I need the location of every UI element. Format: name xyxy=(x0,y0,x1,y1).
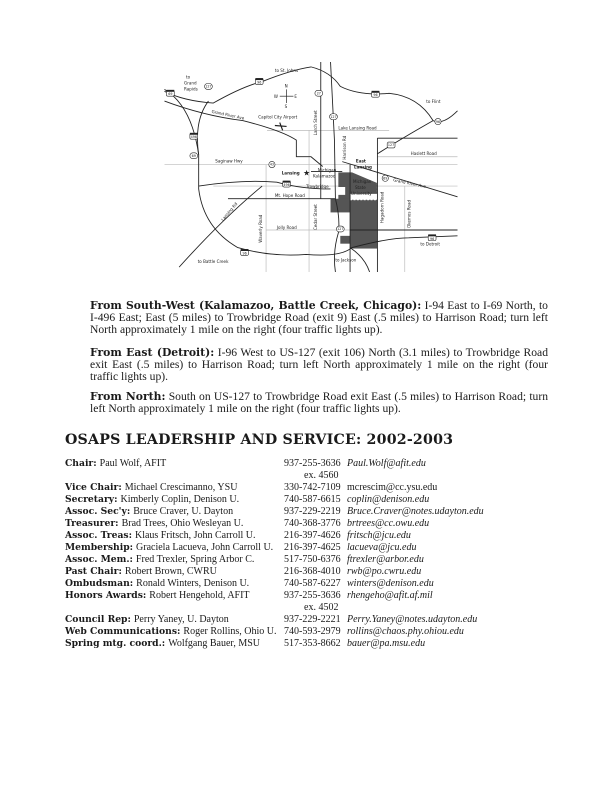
role: Secretary: xyxy=(65,494,118,505)
label-to-battle-creek: to Battle Creek xyxy=(197,259,229,265)
email-link[interactable]: bauer@pa.msu.edu xyxy=(347,638,426,649)
directions-heading: From East (Detroit): xyxy=(90,346,215,359)
label-waverly-road: Waverly Road xyxy=(258,214,264,243)
compass-n: N xyxy=(284,83,288,89)
role: Ombudsman: xyxy=(65,578,134,589)
label-msu-1: Michigan xyxy=(353,179,372,185)
highway-shield-icon xyxy=(435,118,441,124)
lansing-star-icon: ★ xyxy=(303,168,311,178)
label-lansing: Lansing xyxy=(281,170,300,176)
roster-row xyxy=(65,554,545,566)
phone: 740-587-6227 xyxy=(284,578,341,589)
member-name: Roger Rollins, Ohio U. xyxy=(183,626,277,637)
label-east-lansing-1: East xyxy=(355,158,366,164)
label-hagadorn-road: Hagadorn Road xyxy=(379,191,385,224)
email-link[interactable]: Perry.Yaney@notes.udayton.edu xyxy=(347,614,478,625)
highway-shield-icon xyxy=(428,234,436,240)
shield-label: 69 xyxy=(383,176,388,181)
label-airport: Capitol City Airport xyxy=(258,114,298,120)
email-link[interactable]: brtrees@cc.owu.edu xyxy=(347,518,430,529)
role: Membership: xyxy=(65,542,134,553)
roster-row xyxy=(65,530,545,542)
label-msu-3: University xyxy=(351,190,372,196)
role: Chair: xyxy=(65,458,97,469)
role: Honors Awards: xyxy=(65,590,147,601)
role: Spring mtg. coord.: xyxy=(65,638,166,649)
label-haslett-road: Haslett Road xyxy=(410,150,437,156)
member-name: Bruce Craver, U. Dayton xyxy=(133,506,234,517)
roster-row-ext xyxy=(65,470,545,482)
email-link[interactable]: rollins@chaos.phy.ohiou.edu xyxy=(347,626,464,637)
member-name: Brad Trees, Ohio Wesleyan U. xyxy=(121,518,244,529)
highway-shield-icon xyxy=(255,78,263,84)
phone: 216-397-4626 xyxy=(284,530,341,541)
shield-label: 96 xyxy=(430,236,435,241)
member-name: Klaus Fritsch, John Carroll U. xyxy=(134,530,256,541)
phone: 330-742-7109 xyxy=(284,482,341,493)
highway-shield-icon xyxy=(382,175,388,181)
phone: 937-255-3636 xyxy=(284,458,341,469)
phone: 517-353-8662 xyxy=(284,638,341,649)
email-link[interactable]: rhengeho@afit.af.mil xyxy=(347,590,433,601)
email-link[interactable]: ftrexler@arbor.edu xyxy=(347,554,424,565)
roster-row xyxy=(65,518,545,530)
directions-southwest xyxy=(90,300,548,337)
label-grand-rapids-2: Grand xyxy=(184,80,197,86)
section-title: OSAPS LEADERSHIP AND SERVICE: 2002-2003 xyxy=(65,432,454,448)
member-name: Robert Brown, CWRU xyxy=(124,566,217,577)
label-msu-2: State xyxy=(354,184,366,190)
email-link[interactable]: coplin@denison.edu xyxy=(347,494,430,505)
highway-shield-icon xyxy=(283,181,291,187)
shield-label: 69 xyxy=(168,92,173,97)
directions-heading: From South-West (Kalamazoo, Battle Creek, Chicago): xyxy=(90,299,422,312)
directions-text: South on US-127 to Trowbridge Road exit East (.5 miles) to Harrison Road; turn left North approximately 1 mile on the right (four traffic lights up). xyxy=(90,390,549,416)
directions-map xyxy=(163,62,459,272)
label-jolly-road: Jolly Road xyxy=(276,225,297,231)
label-michigan-ave: Michigan xyxy=(317,167,337,173)
label-trowbridge: Trowbridge xyxy=(306,184,329,189)
shield-label: 127 xyxy=(205,84,212,89)
role: Assoc. Mem.: xyxy=(65,554,133,565)
phone: 937-255-3636 xyxy=(284,590,341,601)
label-harrison-rd: Harrison Rd xyxy=(342,135,348,160)
roster-row xyxy=(65,614,545,626)
label-lansing-rd: Lansing Rd xyxy=(220,201,239,222)
label-kalamazoo: Kalamazoo xyxy=(312,173,336,179)
member-name: Ronald Winters, Denison U. xyxy=(136,578,250,589)
airport-icon xyxy=(275,123,287,131)
highway-shield-icon xyxy=(372,91,380,97)
phone: 517-750-6376 xyxy=(284,554,341,565)
member-name: Michael Crescimanno, YSU xyxy=(124,482,238,493)
phone-extension: ex. 4502 xyxy=(304,602,339,613)
email-link[interactable]: fritsch@jcu.edu xyxy=(347,530,411,541)
label-to-jackson: to Jackson xyxy=(335,257,357,263)
label-grand-rapids-1: to xyxy=(185,74,191,80)
role: Assoc. Treas: xyxy=(65,530,132,541)
phone-extension: ex. 4560 xyxy=(304,470,339,481)
email-link[interactable]: winters@denison.edu xyxy=(347,578,434,589)
roster-row xyxy=(65,482,545,494)
directions-north xyxy=(90,391,548,415)
highway-shields xyxy=(166,78,441,255)
roster-row-ext xyxy=(65,602,545,614)
highway-shield-icon xyxy=(166,90,174,96)
major-roads xyxy=(164,62,457,272)
phone: 216-368-4010 xyxy=(284,566,341,577)
highway-shield-icon xyxy=(269,161,275,167)
phone: 216-397-4625 xyxy=(284,542,341,553)
roster-row xyxy=(65,542,545,554)
label-saginaw-hwy: Saginaw Hwy xyxy=(215,158,243,164)
highway-shield-icon xyxy=(190,153,198,159)
email-link[interactable]: mcrescim@cc.ysu.edu xyxy=(347,482,438,493)
highway-shield-icon xyxy=(336,226,344,232)
roster-row xyxy=(65,590,545,602)
label-grand-river-west: Grand River Ave xyxy=(211,108,245,121)
roster-row xyxy=(65,638,545,650)
shield-label: 96 xyxy=(242,251,247,256)
role: Vice Chair: xyxy=(65,482,122,493)
shield-label: 96 xyxy=(435,119,441,124)
phone: 937-229-2219 xyxy=(284,506,341,517)
shield-label: 496 xyxy=(190,135,197,140)
roster-row xyxy=(65,458,545,470)
directions-text: I-94 East to I-69 North, to I-496 East; East (5 miles) to Trowbridge Road (exit 9) East (.5 miles) to Harrison Road; turn left North approximately 1 mile on the right (four traffic lights up). xyxy=(90,299,548,337)
roster-row xyxy=(65,626,545,638)
compass-e: E xyxy=(294,94,297,100)
email-link[interactable]: Paul.Wolf@afit.edu xyxy=(347,458,426,469)
label-east-lansing-2: Lansing xyxy=(353,164,372,170)
phone: 740-593-2979 xyxy=(284,626,341,637)
member-name: Graciela Lacueva, John Carroll U. xyxy=(136,542,274,553)
highway-shield-icon xyxy=(330,114,338,120)
label-larch-street: Larch Street xyxy=(312,110,318,136)
member-name: Robert Hengehold, AFIT xyxy=(149,590,250,601)
shield-label: 127 xyxy=(387,143,395,148)
directions-text: I-96 West to US-127 (exit 106) North (3.1 miles) to Trowbridge Road exit East (.5 miles) to Harrison Road; turn left North approximately 1 mile on the right (four traffic lights up). xyxy=(90,346,548,384)
shield-label: 496 xyxy=(283,183,290,188)
email-link[interactable]: rwb@po.cwru.edu xyxy=(347,566,422,577)
member-name: Fred Trexler, Spring Arbor C. xyxy=(135,554,255,565)
leadership-roster xyxy=(65,458,545,650)
label-okemos-road: Okemos Road xyxy=(406,199,412,229)
roster-row xyxy=(65,506,545,518)
phone: 740-587-6615 xyxy=(284,494,341,505)
label-to-st-johns: to St. Johns xyxy=(274,67,299,73)
highway-shield-icon xyxy=(241,249,249,255)
highway-shield-icon xyxy=(205,83,213,89)
member-name: Perry Yaney, U. Dayton xyxy=(133,614,229,625)
highway-shield-icon xyxy=(190,133,198,139)
label-to-detroit: to Detroit xyxy=(420,241,440,247)
role: Treasurer: xyxy=(65,518,119,529)
compass-w: W xyxy=(273,94,278,100)
shield-label: 69 xyxy=(191,153,196,158)
shield-label: 27 xyxy=(316,91,321,96)
roster-row xyxy=(65,578,545,590)
email-link[interactable]: lacueva@jcu.edu xyxy=(347,542,417,553)
role: Assoc. Sec'y: xyxy=(65,506,131,517)
label-cedar-street: Cedar Street xyxy=(312,204,318,230)
phone: 937-229-2221 xyxy=(284,614,341,625)
role: Past Chair: xyxy=(65,566,122,577)
shield-label: 127 xyxy=(330,114,337,119)
label-grand-river-east: Grand River Ave xyxy=(392,177,427,190)
directions-east xyxy=(90,347,548,384)
shield-label: 127 xyxy=(337,227,344,232)
member-name: Paul Wolf, AFIT xyxy=(99,458,167,469)
phone: 740-368-3776 xyxy=(284,518,341,529)
map-labels xyxy=(184,68,441,264)
roster-row xyxy=(65,566,545,578)
member-name: Kimberly Coplin, Denison U. xyxy=(120,494,240,505)
shield-label: 96 xyxy=(257,80,262,85)
compass xyxy=(280,89,294,103)
compass-s: S xyxy=(284,103,288,109)
label-mt-hope-road: Mt. Hope Road xyxy=(274,192,305,198)
shield-label: 43 xyxy=(269,162,275,167)
role: Council Rep: xyxy=(65,614,131,625)
label-grand-rapids-3: Rapids xyxy=(184,86,198,92)
directions-heading: From North: xyxy=(90,390,166,403)
role: Web Communications: xyxy=(65,626,181,637)
member-name: Wolfgang Bauer, MSU xyxy=(168,638,261,649)
roster-row xyxy=(65,494,545,506)
label-to-flint: to Flint xyxy=(426,99,441,105)
label-lake-lansing-road: Lake Lansing Road xyxy=(338,125,377,131)
highway-shield-icon xyxy=(387,142,395,148)
email-link[interactable]: Bruce.Craver@notes.udayton.edu xyxy=(347,506,484,517)
shield-label: 96 xyxy=(373,93,378,98)
highway-shield-icon xyxy=(315,90,323,96)
